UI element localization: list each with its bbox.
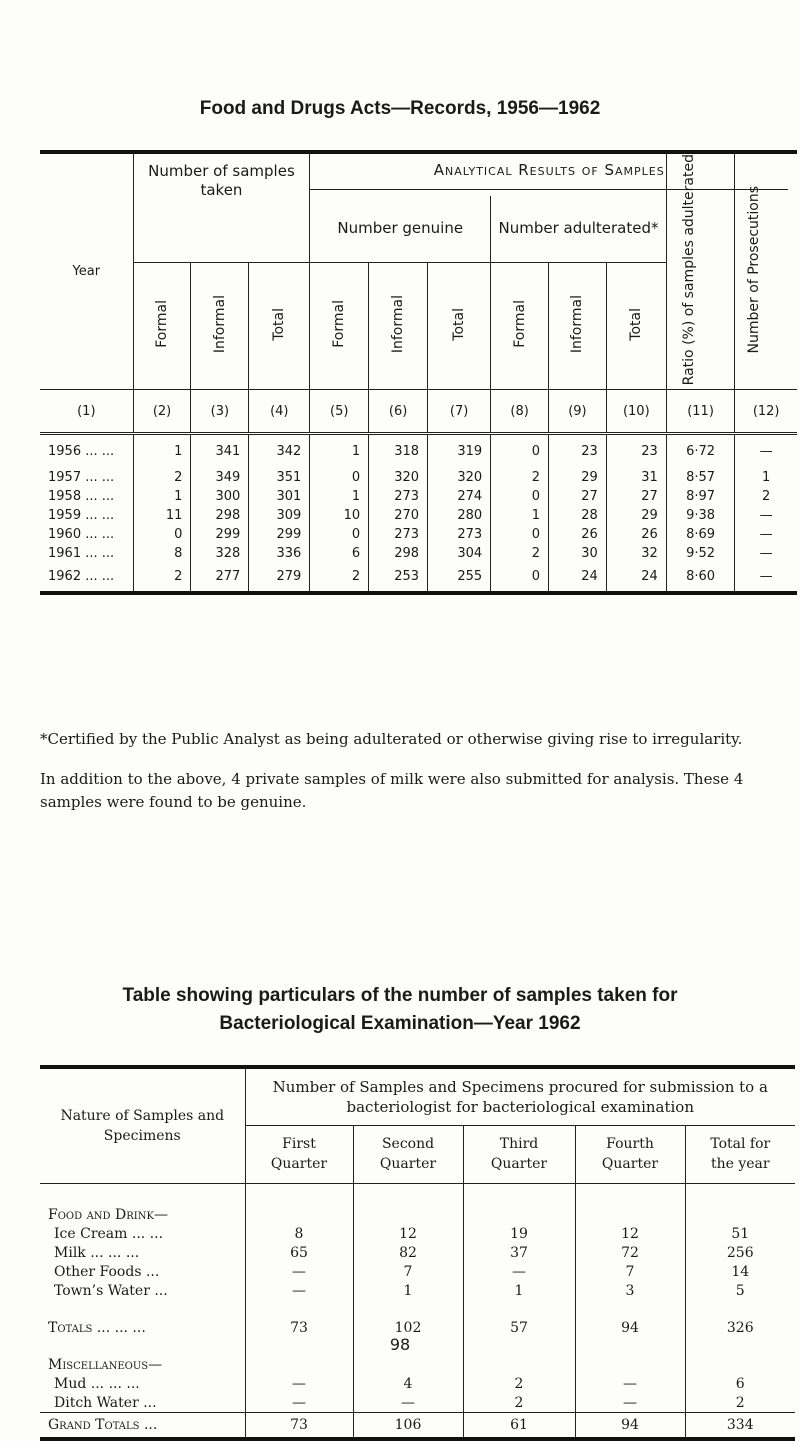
table-cell: 4 <box>353 1374 463 1393</box>
table-cell: 9·52 <box>666 544 735 563</box>
prosecutions-label: Number of Prosecutions <box>746 185 763 354</box>
table-cell: 1 <box>310 487 369 506</box>
table2-title-line1: Table showing particulars of the number of samples taken for <box>122 985 678 1006</box>
table-cell: 5 <box>685 1281 795 1300</box>
table-cell: 0 <box>491 563 549 593</box>
table-cell: 328 <box>191 544 249 563</box>
informal-header: Informal <box>390 294 407 354</box>
table-cell: 6 <box>310 544 369 563</box>
column-number: (1) <box>77 403 96 419</box>
table-cell: 279 <box>249 563 310 593</box>
table-cell: 270 <box>369 506 428 525</box>
table-row <box>40 506 797 525</box>
table-cell: — <box>735 544 797 563</box>
sample-type-cell: Town’s Water ... <box>54 1282 168 1299</box>
table-cell: 1 <box>491 506 549 525</box>
table-cell: 82 <box>353 1243 463 1262</box>
table-cell: 8·97 <box>666 487 735 506</box>
column-number: (8) <box>491 390 549 434</box>
table-cell: 73 <box>245 1318 353 1337</box>
table-cell: 2 <box>310 563 369 593</box>
column-number: (12) <box>735 390 797 434</box>
table-cell: 349 <box>191 468 249 487</box>
table-cell: 2 <box>491 468 549 487</box>
table-cell: 29 <box>606 506 666 525</box>
table-cell: 30 <box>549 544 607 563</box>
genuine-header: Number genuine <box>310 196 491 262</box>
table-cell: 277 <box>191 563 249 593</box>
table-cell: 24 <box>549 563 607 593</box>
table-cell: 273 <box>369 525 428 544</box>
sample-type-cell: Ditch Water ... <box>54 1394 157 1411</box>
table-cell: — <box>353 1393 463 1413</box>
table-cell: 8·69 <box>666 525 735 544</box>
table-cell: 320 <box>428 468 491 487</box>
third-quarter-header: Third Quarter <box>463 1125 575 1183</box>
table-cell: 342 <box>249 434 310 468</box>
table-cell: — <box>575 1393 685 1413</box>
year-total-header: Total for the year <box>685 1125 795 1183</box>
table-cell: 31 <box>606 468 666 487</box>
table-cell: 273 <box>428 525 491 544</box>
footnote: *Certified by the Public Analyst as being adulterated or otherwise giving rise to irregularity. <box>40 730 743 748</box>
table-cell: 341 <box>191 434 249 468</box>
table-cell: 255 <box>428 563 491 593</box>
table-cell: 1 <box>133 487 191 506</box>
section-food-drink: Food and Drink— <box>48 1206 168 1223</box>
table-cell: 27 <box>549 487 607 506</box>
table-cell: 0 <box>310 468 369 487</box>
table-cell: 0 <box>491 525 549 544</box>
table-row <box>40 1393 795 1413</box>
table-cell: 51 <box>685 1224 795 1243</box>
table-cell: — <box>245 1393 353 1413</box>
table-cell: 1 <box>353 1281 463 1300</box>
table-cell: 1 <box>463 1281 575 1300</box>
table-cell: 9·38 <box>666 506 735 525</box>
column-number: (7) <box>428 390 491 434</box>
table-cell: 300 <box>191 487 249 506</box>
table-cell: 106 <box>353 1413 463 1439</box>
table-cell: 301 <box>249 487 310 506</box>
analytical-results-label: Analytical Results of Samples <box>310 161 788 190</box>
table-cell: 274 <box>428 487 491 506</box>
table-row <box>40 525 797 544</box>
formal-header: Formal <box>154 300 171 348</box>
table-cell: 65 <box>245 1243 353 1262</box>
table-row <box>40 1281 795 1300</box>
table-cell: 72 <box>575 1243 685 1262</box>
informal-header: Informal <box>569 294 586 354</box>
table-cell: 19 <box>463 1224 575 1243</box>
totals-label: Totals ... ... ... <box>48 1319 146 1336</box>
table-row <box>40 487 797 506</box>
table-cell: 2 <box>133 563 191 593</box>
table-cell: 2 <box>491 544 549 563</box>
table-row <box>40 563 797 593</box>
year-cell: 1958 ... ... <box>48 488 115 504</box>
table-cell: 0 <box>491 487 549 506</box>
private-samples-note: In addition to the above, 4 private samples of milk were also submitted for analysis. These 4 samples were found to be genuine. <box>40 770 744 811</box>
table-cell: 334 <box>685 1413 795 1439</box>
table-cell: 7 <box>575 1262 685 1281</box>
table-cell: 6·72 <box>666 434 735 468</box>
table-cell: 0 <box>491 434 549 468</box>
table-cell: 32 <box>606 544 666 563</box>
table-cell: 298 <box>191 506 249 525</box>
table-cell: 37 <box>463 1243 575 1262</box>
table-cell: 10 <box>310 506 369 525</box>
column-number: (3) <box>191 390 249 434</box>
table-cell: 23 <box>606 434 666 468</box>
formal-header: Formal <box>331 300 348 348</box>
table-row <box>40 1262 795 1281</box>
procured-header: Number of Samples and Specimens procured for submission to a bacteriologist for bacteriological examination <box>245 1067 795 1125</box>
table-cell: 27 <box>606 487 666 506</box>
second-quarter-header: Second Quarter <box>353 1125 463 1183</box>
table-cell: — <box>463 1262 575 1281</box>
table-cell: 8·57 <box>666 468 735 487</box>
grand-total-row <box>40 1413 795 1439</box>
table-cell: 2 <box>685 1393 795 1413</box>
table-cell: 102 <box>353 1318 463 1337</box>
grand-total-rows <box>40 1413 795 1439</box>
table-row <box>40 434 797 468</box>
table-cell: — <box>735 434 797 468</box>
table-cell: 299 <box>249 525 310 544</box>
table-cell: — <box>735 506 797 525</box>
year-cell: 1957 ... ... <box>48 469 115 485</box>
table-cell: 318 <box>369 434 428 468</box>
table-cell: — <box>575 1374 685 1393</box>
column-number: (5) <box>310 390 369 434</box>
page-number: 98 <box>389 1335 411 1354</box>
total-header: Total <box>451 307 468 341</box>
table-cell: 304 <box>428 544 491 563</box>
table-cell: 253 <box>369 563 428 593</box>
table-row <box>40 1243 795 1262</box>
table-cell: 26 <box>606 525 666 544</box>
table-row <box>40 1374 795 1393</box>
table-row <box>40 468 797 487</box>
sample-type-cell: Mud ... ... ... <box>54 1375 140 1392</box>
year-cell: 1960 ... ... <box>48 526 115 542</box>
table-cell: 8·60 <box>666 563 735 593</box>
bacteriological-table <box>40 1065 795 1441</box>
table-cell: 298 <box>369 544 428 563</box>
table-cell: 12 <box>575 1224 685 1243</box>
table-cell: 299 <box>191 525 249 544</box>
table-cell: 320 <box>369 468 428 487</box>
table-cell: 57 <box>463 1318 575 1337</box>
table-cell: 8 <box>133 544 191 563</box>
year-cell: 1962 ... ... <box>48 569 115 585</box>
sample-type-cell: Other Foods ... <box>54 1263 160 1280</box>
year-cell: 1956 ... ... <box>48 444 115 460</box>
table-cell: 73 <box>245 1413 353 1439</box>
grand-total-label: Grand Totals ... <box>48 1416 158 1433</box>
column-number: (10) <box>606 390 666 434</box>
table-cell: — <box>735 563 797 593</box>
table-row <box>40 1224 795 1243</box>
table-cell: 6 <box>685 1374 795 1393</box>
table-cell: 14 <box>685 1262 795 1281</box>
table-cell: 336 <box>249 544 310 563</box>
table-cell: 2 <box>463 1393 575 1413</box>
table-cell: 12 <box>353 1224 463 1243</box>
table-cell: 1 <box>133 434 191 468</box>
total-header: Total <box>271 307 288 341</box>
table-cell: 61 <box>463 1413 575 1439</box>
column-number: (4) <box>249 390 310 434</box>
table-cell: — <box>245 1374 353 1393</box>
table-cell: 273 <box>369 487 428 506</box>
year-header: Year <box>72 264 101 280</box>
table-cell: 7 <box>353 1262 463 1281</box>
column-number: (11) <box>666 390 735 434</box>
table-cell: 0 <box>133 525 191 544</box>
table-cell: 26 <box>549 525 607 544</box>
ratio-label: Ratio (%) of samples adulterated <box>680 154 697 386</box>
table-cell: 256 <box>685 1243 795 1262</box>
table-cell: — <box>245 1262 353 1281</box>
column-number: (6) <box>369 390 428 434</box>
table-cell: 24 <box>606 563 666 593</box>
table-cell: — <box>245 1281 353 1300</box>
sample-type-cell: Ice Cream ... ... <box>54 1225 164 1242</box>
table-cell: 11 <box>133 506 191 525</box>
table-cell: 29 <box>549 468 607 487</box>
table-cell: 23 <box>549 434 607 468</box>
table-cell: 94 <box>575 1413 685 1439</box>
table-cell: 28 <box>549 506 607 525</box>
informal-header: Informal <box>211 294 228 354</box>
analytical-results-header <box>310 152 667 196</box>
formal-header: Formal <box>511 300 528 348</box>
column-number: (2) <box>133 390 191 434</box>
table-cell: — <box>735 525 797 544</box>
table-cell: 2 <box>133 468 191 487</box>
records-table <box>40 150 797 595</box>
table-cell: 2 <box>735 487 797 506</box>
table-cell: 309 <box>249 506 310 525</box>
records-body <box>40 434 797 593</box>
table-cell: 8 <box>245 1224 353 1243</box>
year-cell: 1959 ... ... <box>48 507 115 523</box>
table-cell: 326 <box>685 1318 795 1337</box>
page-title: Food and Drugs Acts—Records, 1956—1962 <box>199 98 601 119</box>
table-cell: 0 <box>310 525 369 544</box>
table-cell: 319 <box>428 434 491 468</box>
year-cell: 1961 ... ... <box>48 545 115 561</box>
table-row <box>40 544 797 563</box>
column-number: (9) <box>549 390 607 434</box>
fourth-quarter-header: Fourth Quarter <box>575 1125 685 1183</box>
sample-type-cell: Milk ... ... ... <box>54 1244 140 1261</box>
table-cell: 280 <box>428 506 491 525</box>
food-rows <box>40 1224 795 1300</box>
nature-header: Nature of Samples and Specimens <box>60 1107 225 1144</box>
table-cell: 2 <box>463 1374 575 1393</box>
table-cell: 1 <box>735 468 797 487</box>
total-header: Total <box>628 307 645 341</box>
samples-taken-header: Number of samples taken <box>133 152 310 262</box>
table-cell: 1 <box>310 434 369 468</box>
first-quarter-header: First Quarter <box>245 1125 353 1183</box>
section-miscellaneous: Miscellaneous— <box>48 1356 163 1373</box>
table-cell: 94 <box>575 1318 685 1337</box>
table-cell: 3 <box>575 1281 685 1300</box>
table2-title-line2: Bacteriological Examination—Year 1962 <box>219 1013 581 1034</box>
adulterated-header: Number adulterated* <box>491 196 667 262</box>
table-cell: 351 <box>249 468 310 487</box>
